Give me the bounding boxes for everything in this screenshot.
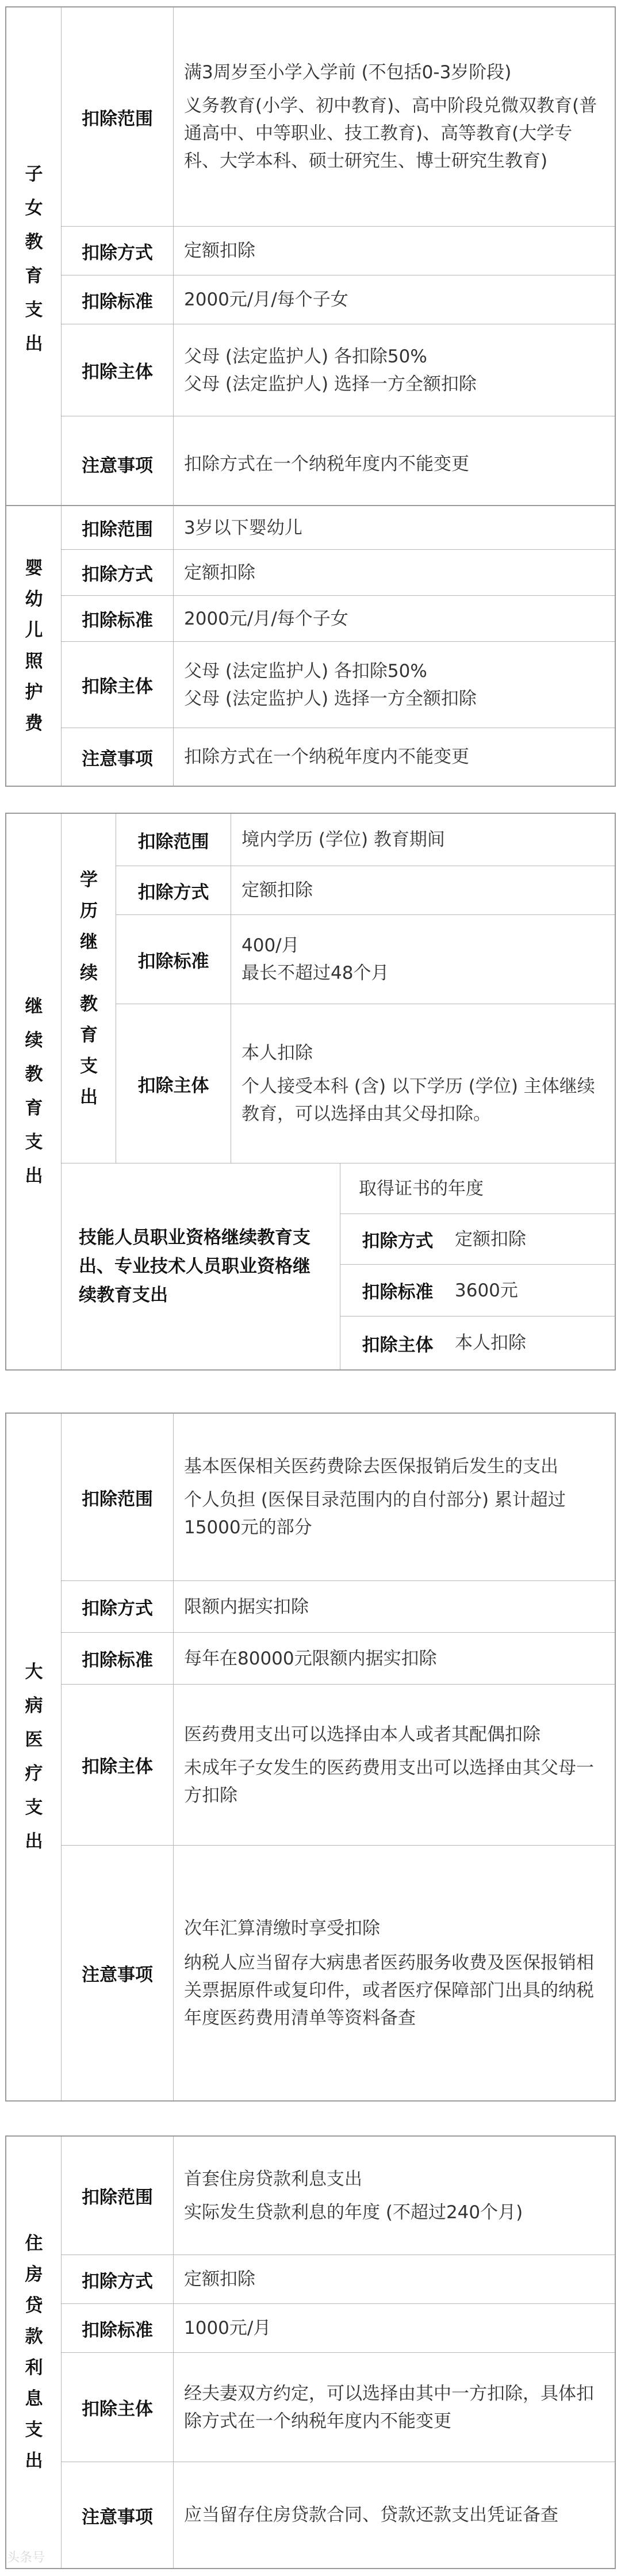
- vocational-subject-label: 扣除主体: [340, 1316, 455, 1369]
- notes-label: 注意事项: [61, 1845, 173, 2100]
- academic-subcategory-title: 学历继续教育支出: [80, 869, 98, 1108]
- method-value: 定额扣除: [173, 2255, 615, 2303]
- vocational-method-value: 定额扣除: [455, 1214, 615, 1264]
- subject-value: 经夫妻双方约定，可以选择由其中一方扣除，具体扣除方式在一个纳税年度内不能变更: [173, 2352, 615, 2462]
- category-cell: [6, 2137, 61, 2568]
- subject-label: 扣除主体: [61, 641, 173, 728]
- mortgage-interest-table: [5, 2135, 616, 2569]
- vocational-subject-value: 本人扣除: [455, 1316, 615, 1369]
- standard-value: 2000元/月/每个子女: [173, 275, 615, 324]
- subject-label: 扣除主体: [61, 2352, 173, 2462]
- standard-label: 扣除标准: [61, 275, 173, 324]
- notes-label: 注意事项: [61, 416, 173, 511]
- notes-value: 扣除方式在一个纳税年度内不能变更: [173, 728, 615, 786]
- standard-label: 扣除标准: [61, 1632, 173, 1684]
- category-title: 继续教育支出: [25, 996, 43, 1186]
- method-label: 扣除方式: [61, 226, 173, 275]
- serious-illness-medical-table: [5, 1413, 616, 2102]
- scope-value: 首套住房贷款利息支出 实际发生贷款利息的年度 (不超过240个月): [173, 2137, 615, 2255]
- notes-value: 次年汇算清缴时享受扣除 纳税人应当留存大病患者医药服务收费及医保报销相关票据原件或复印件，或者医疗保障部门出具的纳税年度医药费用清单等资料备查: [173, 1845, 615, 2100]
- scope-label: 扣除范围: [61, 506, 173, 549]
- child-education-table: [5, 6, 616, 512]
- subject-value: 医药费用支出可以选择由本人或者其配偶扣除 未成年子女发生的医药费用支出可以选择由其父母一方扣除: [173, 1684, 615, 1845]
- academic-standard-value: 400/月 最长不超过48个月: [231, 914, 615, 1004]
- vocational-subcategory: [61, 1163, 340, 1369]
- category-cell: [6, 7, 61, 511]
- scope-label: 扣除范围: [61, 1414, 173, 1580]
- category-cell: [6, 1414, 61, 2100]
- academic-method-value: 定额扣除: [231, 866, 615, 914]
- continuing-education-table: [5, 813, 616, 1371]
- academic-scope-label: 扣除范围: [116, 814, 231, 866]
- category-title: 大病医疗支出: [25, 1662, 43, 1852]
- academic-standard-label: 扣除标准: [116, 914, 231, 1004]
- method-label: 扣除方式: [61, 2255, 173, 2303]
- subject-value: 父母 (法定监护人) 各扣除50% 父母 (法定监护人) 选择一方全额扣除: [173, 324, 615, 416]
- method-label: 扣除方式: [61, 1580, 173, 1632]
- academic-scope-value: 境内学历 (学位) 教育期间: [231, 814, 615, 866]
- standard-value: 每年在80000元限额内据实扣除: [173, 1632, 615, 1684]
- vocational-standard-value: 3600元: [455, 1264, 615, 1316]
- scope-value: 3岁以下婴幼儿: [173, 506, 615, 549]
- vocational-year-value: 取得证书的年度: [340, 1163, 615, 1214]
- academic-subject-label: 扣除主体: [116, 1004, 231, 1163]
- standard-value: 2000元/月/每个子女: [173, 595, 615, 641]
- scope-value: 基本医保相关医药费除去医保报销后发生的支出 个人负担 (医保目录范围内的自付部分) 累计超过15000元的部分: [173, 1414, 615, 1580]
- academic-method-label: 扣除方式: [116, 866, 231, 914]
- category-title: 子女教育支出: [25, 164, 43, 354]
- academic-subcategory: [61, 814, 116, 1163]
- standard-value: 1000元/月: [173, 2303, 615, 2352]
- scope-label: 扣除范围: [61, 7, 173, 226]
- academic-subject-value: 本人扣除 个人接受本科 (含) 以下学历 (学位) 主体继续教育，可以选择由其父母扣除。: [231, 1004, 615, 1163]
- watermark: 头条号: [7, 2551, 45, 2565]
- standard-label: 扣除标准: [61, 2303, 173, 2352]
- notes-value: 扣除方式在一个纳税年度内不能变更: [173, 416, 615, 511]
- method-value: 限额内据实扣除: [173, 1580, 615, 1632]
- scope-value: 满3周岁至小学入学前 (不包括0-3岁阶段) 义务教育(小学、初中教育)、高中阶段兑微双教育(普通高中、中等职业、技工教育)、高等教育(大学专科、大学本科、硕士研究生、博士研究生教育): [173, 7, 615, 226]
- infant-care-table: [5, 505, 616, 787]
- subject-value: 父母 (法定监护人) 各扣除50% 父母 (法定监护人) 选择一方全额扣除: [173, 641, 615, 728]
- notes-label: 注意事项: [61, 2462, 173, 2568]
- vocational-method-label: 扣除方式: [340, 1214, 455, 1264]
- category-cell: [6, 814, 61, 1369]
- vocational-subcategory-title: 技能人员职业资格继续教育支出、专业技术人员职业资格继续教育支出: [79, 1227, 310, 1306]
- category-title: 住房贷款利息支出: [25, 2233, 43, 2471]
- subject-label: 扣除主体: [61, 1684, 173, 1845]
- notes-value: 应当留存住房贷款合同、贷款还款支出凭证备查: [173, 2462, 615, 2568]
- category-cell: [6, 506, 61, 786]
- category-title: 婴幼儿照护费: [25, 558, 43, 734]
- method-value: 定额扣除: [173, 549, 615, 595]
- method-label: 扣除方式: [61, 549, 173, 595]
- subject-label: 扣除主体: [61, 324, 173, 416]
- notes-label: 注意事项: [61, 728, 173, 786]
- standard-label: 扣除标准: [61, 595, 173, 641]
- vocational-standard-label: 扣除标准: [340, 1264, 455, 1316]
- scope-label: 扣除范围: [61, 2137, 173, 2255]
- method-value: 定额扣除: [173, 226, 615, 275]
